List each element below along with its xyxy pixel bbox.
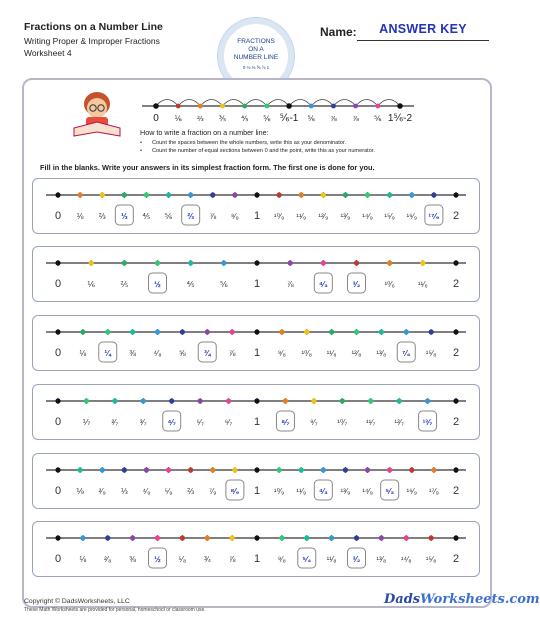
example-arc — [223, 100, 245, 107]
point — [311, 398, 316, 403]
logo-ticks: 0 ⅛ ⅜ ⅝ ⅞ 1 — [242, 65, 270, 70]
point — [304, 535, 309, 540]
tick-label: 1 — [253, 210, 261, 222]
logo-text — [224, 38, 288, 72]
point — [340, 398, 345, 403]
example-tick-label: ⅚ — [263, 114, 271, 123]
tick-label: 0 — [54, 210, 62, 222]
tick-label: ³⁄₇ — [139, 418, 147, 427]
tick-label: ⅛ — [79, 555, 87, 564]
tick-label: ¹²⁄₉ — [318, 212, 329, 221]
point — [343, 467, 348, 472]
point — [254, 260, 259, 265]
point — [122, 192, 127, 197]
tick-label: 1 — [253, 347, 261, 359]
tick-label: ¹⁰⁄₉ — [273, 212, 285, 221]
example-point — [331, 104, 336, 109]
tick-label: ⅞ — [228, 349, 236, 358]
tick-label: ²⁄₇ — [111, 418, 119, 427]
number-line-6 — [32, 521, 480, 577]
howto-bullet-2-text: Count the number of equal sections between 0 and the point, write this as your numerator. — [152, 148, 375, 154]
point — [180, 329, 185, 334]
tick-label: ⅚ — [219, 280, 228, 289]
point — [80, 329, 85, 334]
tick-label: 1 — [253, 416, 261, 428]
tick-label: ²⁄₉ — [98, 487, 106, 496]
tick-label: ⅝ — [179, 349, 186, 358]
example-tick-label: ⅗ — [218, 114, 227, 123]
point — [210, 192, 215, 197]
tick-label: ¹⁰⁄₈ — [301, 349, 313, 358]
answer-value: ⅔ — [187, 212, 195, 221]
point — [254, 467, 259, 472]
worksheet-subtitle: Writing Proper & Improper Fractions — [24, 36, 160, 46]
tick-label: ¹⁴⁄₈ — [400, 555, 412, 564]
point — [277, 192, 282, 197]
example-point — [353, 104, 358, 109]
tick-label: ⅘ — [142, 212, 151, 221]
example-tick-label: ⅔ — [197, 114, 204, 123]
answer-value: ⅓ — [120, 212, 128, 221]
answer-value: ³⁄₂ — [352, 280, 361, 289]
point — [122, 467, 127, 472]
answer-value: ³⁄₂ — [352, 555, 361, 564]
point — [78, 467, 83, 472]
example-arc — [378, 100, 400, 107]
answer-value: ½ — [154, 555, 161, 564]
tick-label: ¹²⁄₈ — [351, 349, 362, 358]
tick-label: ⅙ — [87, 280, 96, 289]
point — [409, 467, 414, 472]
tick-label: ⁵⁄₈ — [178, 555, 187, 564]
point — [453, 192, 458, 197]
answer-value: ⁸⁄₇ — [281, 418, 290, 427]
example-arc — [156, 100, 178, 107]
example-tick-label: ⅙ — [174, 114, 182, 123]
brand-part-b: Worksheets.com — [420, 592, 540, 607]
point — [299, 192, 304, 197]
point — [166, 467, 171, 472]
point — [321, 260, 326, 265]
point — [453, 467, 458, 472]
point — [205, 535, 210, 540]
brand-logo — [384, 592, 540, 607]
tick-label: ¹¹⁄₈ — [326, 555, 337, 564]
tick-label: ¹³⁄₉ — [340, 487, 351, 496]
example-arc — [245, 100, 267, 107]
answer-value: ¹⁷⁄₉ — [428, 212, 440, 221]
point — [130, 329, 135, 334]
example-point — [220, 104, 225, 109]
point — [141, 398, 146, 403]
tick-label: ⅞ — [228, 555, 236, 564]
logo-line-3: NUMBER LINE — [233, 54, 279, 61]
point — [420, 260, 425, 265]
point — [354, 329, 359, 334]
point — [78, 192, 83, 197]
example-point — [286, 103, 292, 109]
example-point — [397, 103, 403, 109]
howto-bullet-1: • Count the spaces between the whole numbers, write this as your denominator. — [140, 140, 347, 146]
example-arc — [178, 100, 200, 107]
point — [379, 329, 384, 334]
tick-label: ⅔ — [187, 487, 195, 496]
example-tick-label: ⅚ — [307, 114, 315, 123]
example-arc — [356, 100, 378, 107]
example-number-line — [138, 92, 418, 128]
tick-label: ¹⁵⁄₉ — [384, 212, 395, 221]
example-point — [242, 104, 247, 109]
point — [409, 192, 414, 197]
number-line-1 — [32, 178, 480, 234]
example-tick-label: 0 — [153, 113, 159, 124]
point — [55, 260, 60, 265]
tick-label: ¹¹⁄₉ — [296, 487, 307, 496]
logo-line-2: ON A — [248, 46, 264, 53]
tick-label: ⅛ — [76, 212, 84, 221]
student-illustration — [70, 88, 126, 140]
tick-label: 0 — [54, 278, 62, 290]
point — [205, 329, 210, 334]
point — [404, 329, 409, 334]
logo-line-1: FRACTIONS — [237, 38, 275, 45]
answer-value: ½ — [154, 280, 161, 289]
point — [365, 467, 370, 472]
example-point — [198, 104, 203, 109]
tick-label: ⁶⁄₇ — [224, 418, 233, 427]
point — [343, 192, 348, 197]
point — [453, 260, 458, 265]
point — [84, 398, 89, 403]
answer-value: ⁵⁄₄ — [302, 555, 312, 564]
problem-1 — [32, 178, 480, 234]
point — [221, 260, 226, 265]
tick-label: ¹¹⁄₈ — [326, 349, 337, 358]
tick-label: 2 — [452, 553, 460, 565]
tick-label: 1 — [253, 485, 261, 497]
problem-2 — [32, 246, 480, 302]
tick-label: 0 — [54, 485, 62, 497]
point — [130, 535, 135, 540]
point — [277, 467, 282, 472]
point — [379, 535, 384, 540]
name-label: Name: — [320, 25, 357, 39]
tick-label: ⅔ — [98, 212, 106, 221]
point — [155, 260, 160, 265]
point — [288, 260, 293, 265]
point — [254, 329, 259, 334]
tick-label: ⅜ — [129, 349, 136, 358]
point — [226, 398, 231, 403]
tick-label: 0 — [54, 416, 62, 428]
point — [105, 535, 110, 540]
tick-label: ⅓ — [120, 487, 128, 496]
point — [453, 398, 458, 403]
point — [387, 192, 392, 197]
answer-value: ⁸⁄₉ — [230, 487, 240, 496]
point — [368, 398, 373, 403]
tick-label: ¹⁶⁄₉ — [406, 487, 418, 496]
problem-3 — [32, 315, 480, 371]
tick-label: ¹⁵⁄₈ — [425, 349, 437, 358]
tick-label: ¹²⁄₇ — [394, 418, 404, 427]
point — [354, 535, 359, 540]
tick-label: 1 — [253, 553, 261, 565]
worksheet-number: Worksheet 4 — [24, 48, 72, 58]
point — [55, 192, 60, 197]
point — [210, 467, 215, 472]
example-arc — [311, 100, 333, 107]
example-arc — [267, 100, 289, 107]
point — [321, 192, 326, 197]
tick-label: ⁷⁄₉ — [209, 487, 217, 496]
tick-label: ¾ — [203, 555, 211, 564]
tick-label: ¹⁴⁄₉ — [362, 487, 373, 496]
tick-label: ⁸⁄₉ — [230, 212, 239, 221]
number-line-4 — [32, 384, 480, 440]
answer-value: ⁷⁄₄ — [402, 349, 411, 358]
tick-label: ⁴⁄₉ — [142, 487, 151, 496]
tick-label: ⁵⁄₉ — [164, 487, 173, 496]
point — [279, 329, 284, 334]
example-tick-label: ⅞ — [330, 114, 337, 123]
point — [122, 260, 127, 265]
point — [365, 192, 370, 197]
point — [155, 535, 160, 540]
point — [431, 467, 436, 472]
point — [429, 535, 434, 540]
worksheet-title: Fractions on a Number Line — [24, 21, 163, 33]
howto-heading: How to write a fraction on a number line: — [140, 128, 269, 137]
example-arc — [333, 100, 355, 107]
point — [230, 535, 235, 540]
point — [55, 398, 60, 403]
example-point — [265, 104, 270, 109]
answer-key: ANSWER KEY — [379, 22, 467, 36]
point — [55, 535, 60, 540]
tick-label: 0 — [54, 347, 62, 359]
point — [112, 398, 117, 403]
tick-label: ¹⁵⁄₈ — [425, 555, 437, 564]
example-tick-label: ⅚ — [374, 114, 382, 123]
point — [100, 467, 105, 472]
point — [397, 398, 402, 403]
tick-label: ¹⁰⁄₉ — [273, 487, 285, 496]
point — [100, 192, 105, 197]
tick-label: ¹⁰⁄₆ — [384, 280, 395, 289]
point — [180, 535, 185, 540]
point — [387, 467, 392, 472]
tick-label: 0 — [54, 553, 62, 565]
example-point — [153, 103, 159, 109]
point — [254, 398, 259, 403]
instructions: Fill in the blanks. Write your answers in its simplest fraction form. The first one is done for you. — [40, 163, 375, 172]
name-line — [357, 40, 489, 41]
tick-label: ¹⁷⁄₉ — [428, 487, 439, 496]
problem-6 — [32, 521, 480, 577]
answer-value: ⁵⁄₃ — [385, 487, 395, 496]
number-line-3 — [32, 315, 480, 371]
howto-bullet-2: • Count the number of equal sections between 0 and the point, write this as your numerator. — [140, 148, 375, 154]
example-point — [375, 104, 380, 109]
tick-label: 2 — [452, 416, 460, 428]
tick-label: ¹³⁄₉ — [340, 212, 351, 221]
answer-value: ¾ — [203, 349, 211, 358]
tick-label: 1 — [253, 278, 261, 290]
tick-label: ⁹⁄₈ — [277, 349, 286, 358]
point — [144, 467, 149, 472]
point — [404, 535, 409, 540]
tick-label: ¹⁶⁄₉ — [406, 212, 418, 221]
tick-label: 2 — [452, 278, 460, 290]
point — [254, 192, 259, 197]
point — [232, 467, 237, 472]
point — [304, 329, 309, 334]
example-tick-label: ⅚-1 — [279, 113, 299, 124]
answer-value: ⁴⁄₇ — [167, 418, 176, 427]
footer-note: These Math Worksheets are provided for personal, homeschool or classroom use. — [24, 607, 206, 613]
point — [321, 467, 326, 472]
tick-label: ⅞ — [209, 212, 217, 221]
answer-value: ⁴⁄₃ — [318, 280, 328, 289]
point — [387, 260, 392, 265]
point — [80, 535, 85, 540]
point — [55, 329, 60, 334]
tick-label: ⁹⁄₈ — [277, 555, 286, 564]
point — [453, 535, 458, 540]
tick-label: ¹¹⁄₉ — [296, 212, 307, 221]
number-line-2 — [32, 246, 480, 302]
point — [169, 398, 174, 403]
point — [354, 260, 359, 265]
point — [144, 192, 149, 197]
tick-label: ⅞ — [286, 280, 294, 289]
tick-label: ¹⁴⁄₉ — [362, 212, 373, 221]
point — [89, 260, 94, 265]
tick-label: ¹¹⁄₆ — [417, 280, 428, 289]
point — [155, 329, 160, 334]
tick-label: ¹³⁄₈ — [376, 349, 387, 358]
tick-label: ⁴⁄₈ — [153, 349, 162, 358]
point — [453, 329, 458, 334]
point — [431, 192, 436, 197]
point — [166, 192, 171, 197]
example-tick-label: ⅘ — [241, 114, 249, 123]
tick-label: 2 — [452, 210, 460, 222]
example-tick-label: 1⅚-2 — [387, 113, 413, 124]
answer-value: ¼ — [104, 349, 112, 358]
point — [299, 467, 304, 472]
example-arc — [289, 100, 311, 107]
tick-label: ⁹⁄₇ — [310, 418, 318, 427]
tick-label: ²⁄₈ — [104, 555, 112, 564]
tick-label: ¹⁰⁄₇ — [337, 418, 348, 427]
point — [279, 535, 284, 540]
example-point — [176, 104, 181, 109]
tick-label: ⅖ — [120, 280, 129, 289]
tick-label: ⅑ — [76, 487, 84, 496]
tick-label: ¹¹⁄₇ — [366, 418, 376, 427]
problem-4 — [32, 384, 480, 440]
point — [429, 329, 434, 334]
example-arc — [200, 100, 222, 107]
tick-label: ¹³⁄₈ — [376, 555, 387, 564]
point — [329, 535, 334, 540]
point — [329, 329, 334, 334]
point — [198, 398, 203, 403]
example-point — [309, 104, 314, 109]
point — [283, 398, 288, 403]
tick-label: ⅛ — [79, 349, 87, 358]
point — [105, 329, 110, 334]
answer-value: ⁴⁄₃ — [318, 487, 328, 496]
point — [188, 192, 193, 197]
point — [188, 260, 193, 265]
point — [55, 467, 60, 472]
point — [230, 329, 235, 334]
tick-label: ⅐ — [82, 418, 91, 427]
tick-label: 2 — [452, 485, 460, 497]
tick-label: ⁵⁄₇ — [196, 418, 204, 427]
point — [188, 467, 193, 472]
howto-bullet-1-text: Count the spaces between the whole numbers, write this as your denominator. — [152, 140, 347, 146]
point — [254, 535, 259, 540]
point — [232, 192, 237, 197]
point — [425, 398, 430, 403]
number-line-5 — [32, 453, 480, 509]
tick-label: ⅜ — [129, 555, 136, 564]
tick-label: ⅘ — [186, 280, 195, 289]
answer-value: ¹³⁄₇ — [422, 418, 433, 427]
tick-label: 2 — [452, 347, 460, 359]
example-tick-label: ⅞ — [352, 114, 359, 123]
footer-copyright: Copyright © DadsWorksheets, LLC — [24, 598, 130, 605]
tick-label: ⅚ — [164, 212, 173, 221]
problem-5 — [32, 453, 480, 509]
brand-part-a: Dads — [384, 592, 421, 607]
